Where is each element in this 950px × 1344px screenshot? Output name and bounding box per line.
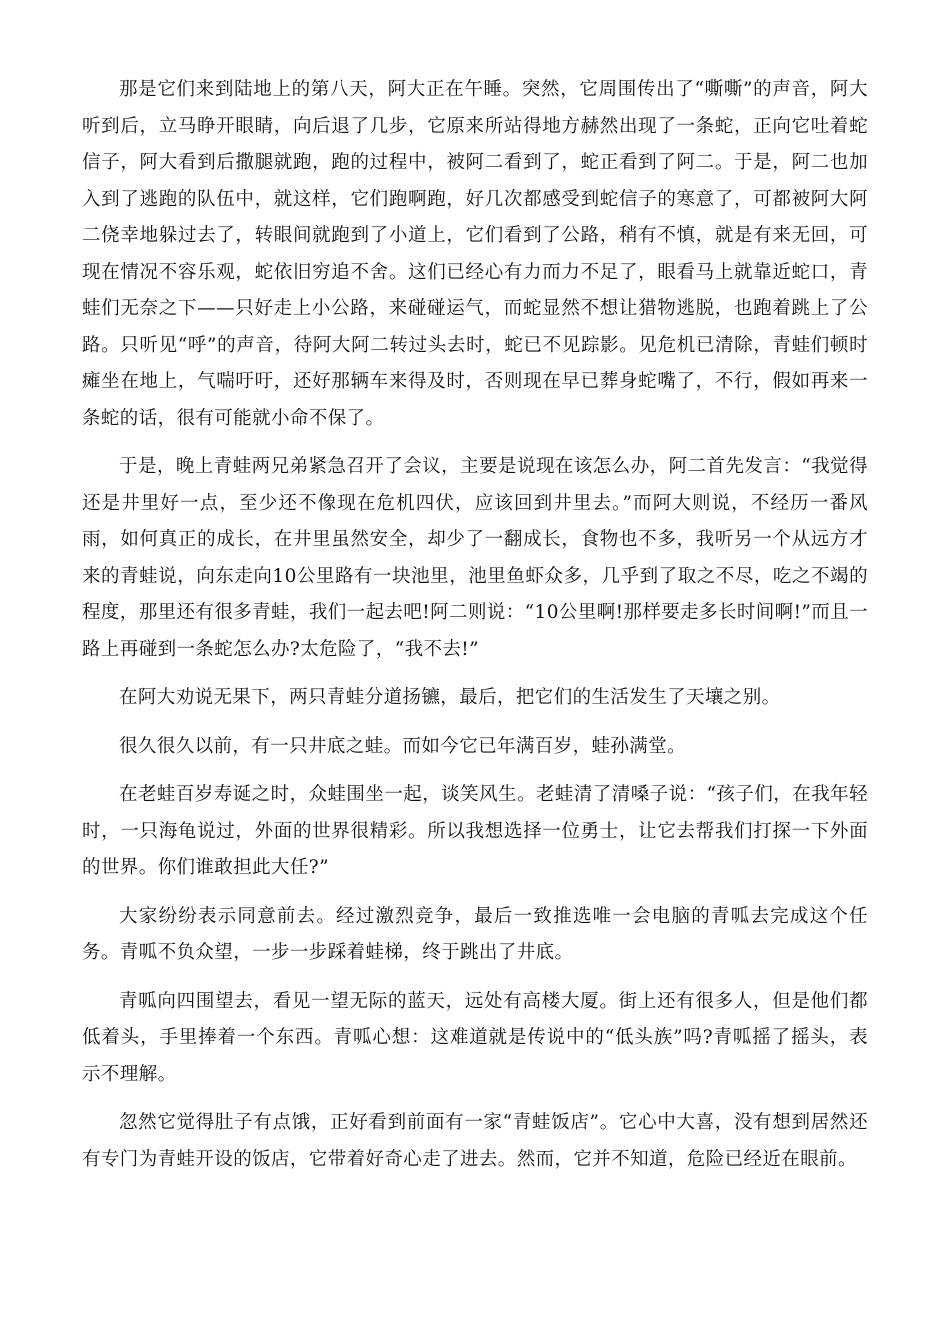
- paragraph-snake-chase: 那是它们来到陆地上的第八天，阿大正在午睡。突然，它周围传出了“嘶嘶”的声音，阿大听到后，立马睁开眼睛，向后退了几步，它原来所站得地方赫然出现了一条蛇，正向它吐着蛇信子，阿大看到后撒腿就跑，跑的过程中，被阿二看到了，蛇正看到了阿二。于是，阿二也加入到了逃跑的队伍中，就这样，它们跑啊跑，好几次都感受到蛇信子的寒意了，可都被阿大阿二侥幸地躲过去了，转眼间就跑到了小道上，它们看到了公路，稍有不慎，就是有来无回，可现在情况不容乐观，蛇依旧穷追不舍。这们已经心有力而力不足了，眼看马上就靠近蛇口，青蛙们无奈之下——只好走上小公路，来碰碰运气，而蛇显然不想让猎物逃脱，也跑着跳上了公路。只听见“呼”的声音，待阿大阿二转过头去时，蛇已不见踪影。见危机已清除，青蛙们顿时瘫坐在地上，气喘吁吁，还好那辆车来得及时，否则现在早已葬身蛇嘴了，不行，假如再来一条蛇的话，很有可能就小命不保了。: [82, 79, 868, 429]
- paragraph-meeting: 于是，晚上青蛙两兄弟紧急召开了会议，主要是说现在该怎么办，阿二首先发言：“我觉得还是井里好一点，至少还不像现在危机四伏，应该回到井里去。”而阿大则说，不经历一番风雨，如何真正的成长，在井里虽然安全，却少了一翻成长，食物也不多，我听另一个从远方才来的青蛙说，向东走向10公里路有一块池里，池里鱼虾众多，几乎到了取之不尽，吃之不竭的程度，那里还有很多青蛙，我们一起去吧!阿二则说：“10公里啊!那样要走多长时间啊!”而且一路上再碰到一条蛇怎么办?太危险了，“我不去!”: [82, 456, 868, 660]
- paragraph-selection: 大家纷纷表示同意前去。经过激烈竞争，最后一致推选唯一会电脑的青呱去完成这个任务。青呱不负众望，一步一步踩着蛙梯，终于跳出了井底。: [82, 905, 868, 963]
- paragraph-parting: 在阿大劝说无果下，两只青蛙分道扬镳，最后，把它们的生活发生了天壤之别。: [119, 687, 781, 708]
- document-body: [82, 72, 868, 1190]
- paragraph-outside-world: 青呱向四围望去，看见一望无际的蓝天，远处有高楼大厦。街上还有很多人，但是他们都低着头，手里捧着一个东西。青呱心想：这难道就是传说中的“低头族”吗?青呱摇了摇头，表示不理解。: [82, 990, 868, 1085]
- paragraph-once-upon-a-time: 很久很久以前，有一只井底之蛙。而如今它已年满百岁，蛙孙满堂。: [119, 735, 687, 757]
- paragraph-birthday: 在老蛙百岁寿诞之时，众蛙围坐一起，谈笑风生。老蛙清了清嗓子说：“孩子们，在我年轻时，一只海龟说过，外面的世界很精彩。所以我想选择一位勇士，让它去帮我们打探一下外面的世界。你们谁敢担此大任?”: [82, 784, 868, 878]
- paragraph-restaurant: 忽然它觉得肚子有点饿，正好看到前面有一家“青蛙饭店”。它心中大喜，没有想到居然还有专门为青蛙开设的饭店，它带着好奇心走了进去。然而，它并不知道，危险已经近在眼前。: [82, 1112, 868, 1170]
